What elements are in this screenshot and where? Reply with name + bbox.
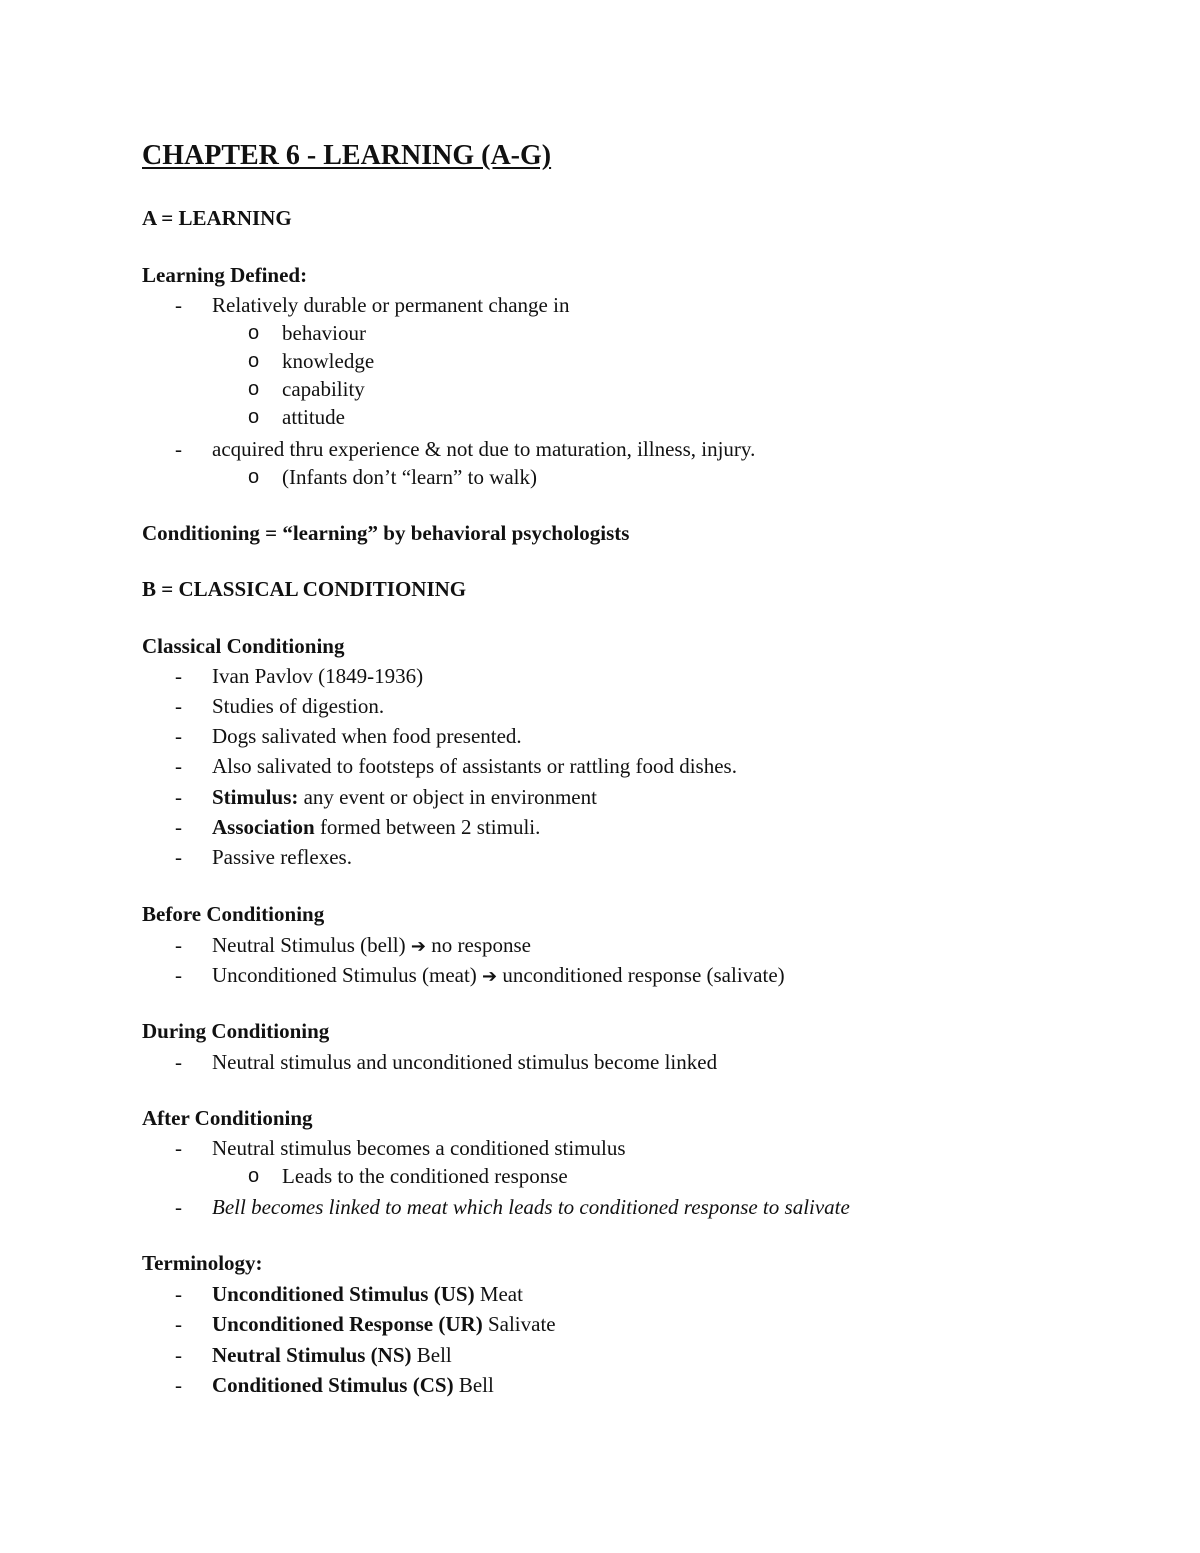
dash-bullet: - [175,1195,182,1219]
stimulus-definition: any event or object in environment [298,785,597,809]
sub-list-item-text: Leads to the conditioned response [282,1164,568,1188]
stimulus-term: Stimulus: [212,785,299,809]
dash-bullet: - [175,694,182,718]
list-item-text [212,930,531,962]
dash-bullet: - [175,963,182,987]
list-item-text [212,1192,850,1222]
dash-bullet: - [175,1373,182,1397]
dash-bullet: - [175,1282,182,1306]
association-definition: formed between 2 stimuli. [314,815,541,839]
list-item-text [212,1370,494,1400]
circle-bullet: o [248,378,260,400]
term-value: Bell [411,1343,452,1367]
arrow-right-icon: ➔ [482,966,498,987]
term: Conditioned Stimulus (CS) [212,1373,454,1397]
circle-bullet: o [248,350,260,372]
terminology-heading: Terminology: [142,1251,263,1275]
circle-bullet: o [248,322,260,344]
list-item-text: Relatively durable or permanent change in [212,293,570,317]
term: Unconditioned Stimulus (US) [212,1282,475,1306]
section-a-heading: A = LEARNING [142,206,292,230]
dash-bullet: - [175,754,182,778]
dash-bullet: - [175,724,182,748]
list-item-text: Neutral stimulus becomes a conditioned stimulus [212,1136,626,1160]
dash-bullet: - [175,1343,182,1367]
list-item-text: Also salivated to footsteps of assistants or rattling food dishes. [212,754,737,778]
term: Unconditioned Response (UR) [212,1312,483,1336]
italic-example: Bell becomes linked to meat which leads to conditioned response to salivate [212,1195,850,1219]
sub-list-item-text: capability [282,377,365,401]
sub-list-item-text: behaviour [282,321,366,345]
dash-bullet: - [175,845,182,869]
dash-bullet: - [175,293,182,317]
association-term: Association [212,815,315,839]
list-item-text [212,782,597,812]
term-value: Salivate [482,1312,556,1336]
sub-list-item-text: knowledge [282,349,375,373]
list-item-text: Passive reflexes. [212,845,352,869]
after-conditioning-heading: After Conditioning [142,1106,313,1130]
dash-bullet: - [175,933,182,957]
dash-bullet: - [175,1312,182,1336]
term: Neutral Stimulus (NS) [212,1343,412,1367]
chapter-title: CHAPTER 6 - LEARNING (A-G) [142,140,552,171]
list-item-text: Neutral stimulus and unconditioned stimulus become linked [212,1050,718,1074]
circle-bullet: o [248,406,260,428]
conditioning-definition: Conditioning = “learning” by behavioral psychologists [142,521,630,545]
list-item-text [212,1279,523,1309]
dash-bullet: - [175,785,182,809]
before-item2-left: Unconditioned Stimulus (meat) [212,963,483,987]
list-item-text [212,812,540,842]
term-value: Meat [474,1282,523,1306]
term-value: Bell [453,1373,494,1397]
section-b-heading: B = CLASSICAL CONDITIONING [142,577,467,601]
learning-defined-heading: Learning Defined: [142,263,308,287]
list-item-text [212,1340,452,1370]
during-conditioning-heading: During Conditioning [142,1019,330,1043]
before-item2-right: unconditioned response (salivate) [497,963,785,987]
dash-bullet: - [175,815,182,839]
list-item-text [212,1309,556,1339]
before-item1-right: no response [425,933,531,957]
sub-list-item-text: attitude [282,405,345,429]
dash-bullet: - [175,664,182,688]
list-item-text: Studies of digestion. [212,694,385,718]
before-item1-left: Neutral Stimulus (bell) [212,933,411,957]
list-item-text: Dogs salivated when food presented. [212,724,522,748]
before-conditioning-heading: Before Conditioning [142,902,325,926]
circle-bullet: o [248,466,260,488]
sub-list-item-text: (Infants don’t “learn” to walk) [282,465,538,489]
list-item-text [212,960,785,992]
arrow-right-icon: ➔ [410,936,426,957]
circle-bullet: o [248,1165,260,1187]
list-item-text: Ivan Pavlov (1849-1936) [212,664,424,688]
dash-bullet: - [175,1136,182,1160]
dash-bullet: - [175,437,182,461]
dash-bullet: - [175,1050,182,1074]
classical-conditioning-heading: Classical Conditioning [142,634,345,658]
list-item-text: acquired thru experience & not due to maturation, illness, injury. [212,437,756,461]
